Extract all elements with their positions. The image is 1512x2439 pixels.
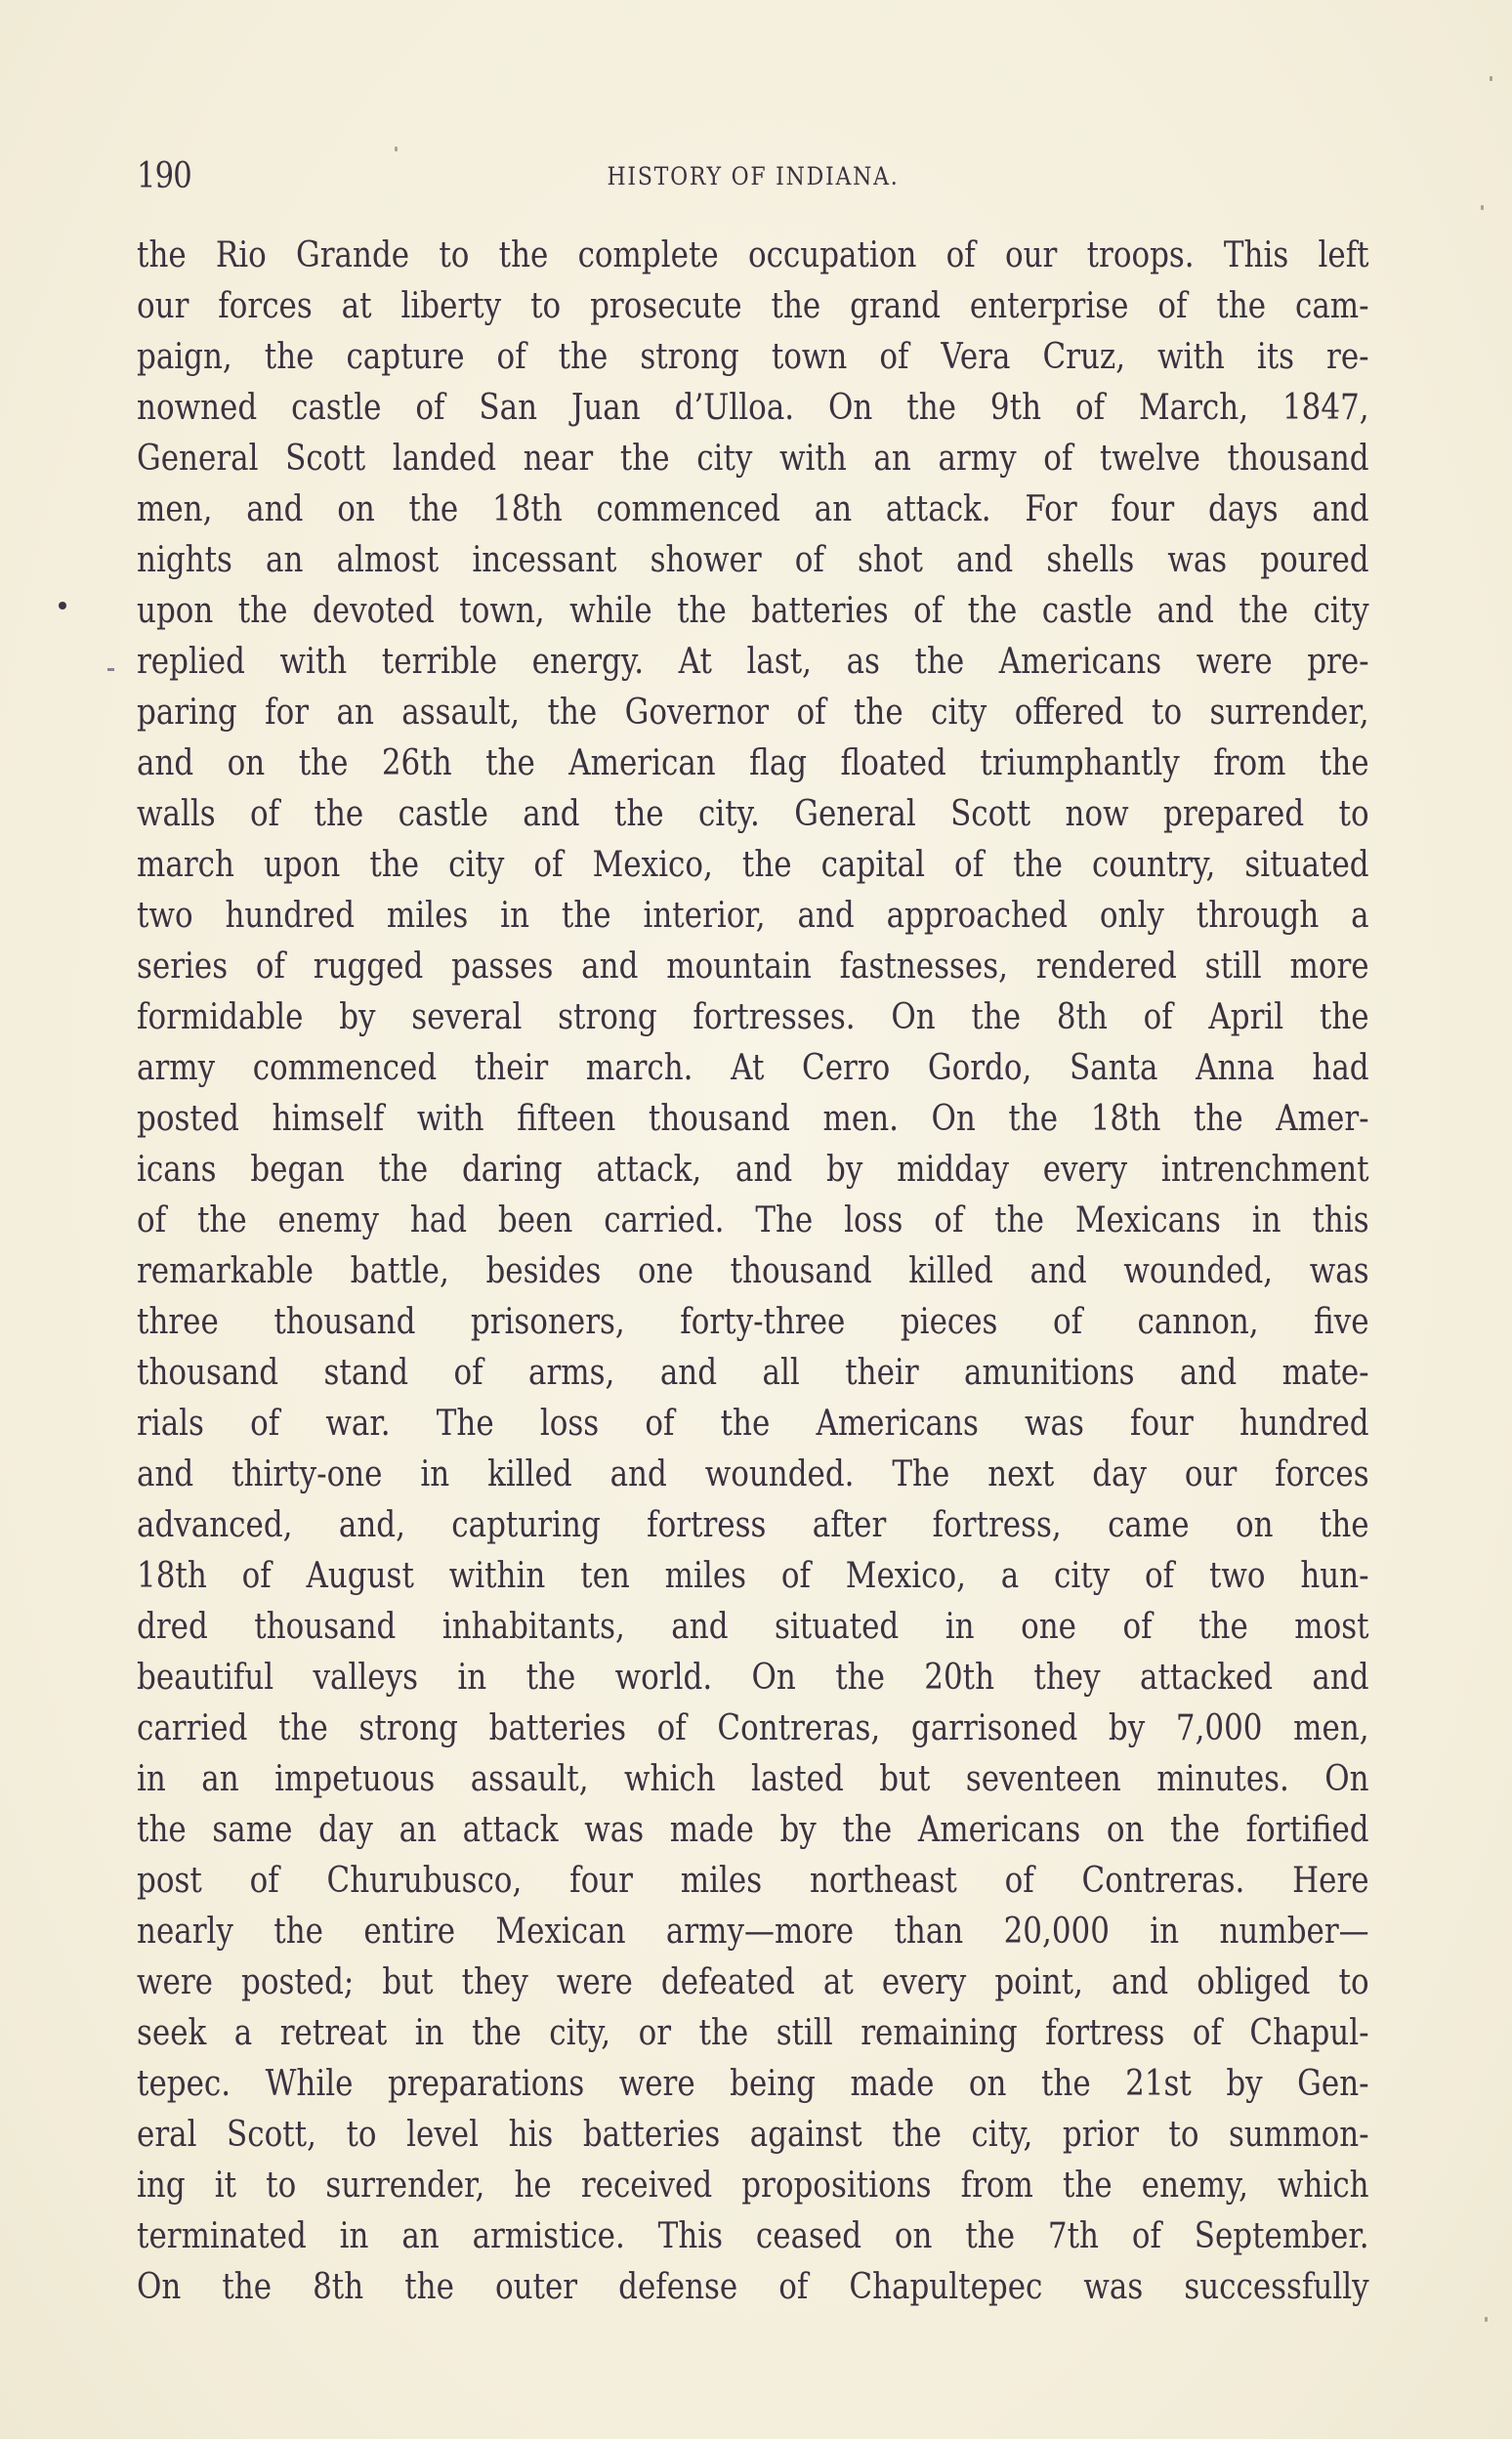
body-text (137, 231, 1369, 2313)
text-line: On the 8th the outer defense of Chapultepec was successfully (137, 2267, 1369, 2307)
text-line: terminated in an armistice. This ceased on the 7th of September. (137, 2216, 1369, 2256)
paper-speck (1490, 76, 1492, 81)
running-head (137, 156, 1369, 199)
text-line: our forces at liberty to prosecute the grand enterprise of the cam- (137, 286, 1369, 326)
paper-speck (395, 147, 398, 151)
text-line: beautiful valleys in the world. On the 20th they attacked and (137, 1658, 1369, 1698)
text-line: march upon the city of Mexico, the capital of the country, situated (137, 845, 1369, 885)
text-line: nearly the entire Mexican army—more than 20,000 in number— (137, 1912, 1369, 1952)
paper-speck (1481, 205, 1484, 210)
text-line: nowned castle of San Juan d’Ulloa. On the 9th of March, 1847, (137, 388, 1369, 428)
text-line: seek a retreat in the city, or the still remaining fortress of Chapul- (137, 2013, 1369, 2053)
text-line: were posted; but they were defeated at every point, and obliged to (137, 1962, 1369, 2002)
text-line: series of rugged passes and mountain fastnesses, rendered still more (137, 946, 1369, 987)
text-line: the Rio Grande to the complete occupation of our troops. This left (137, 235, 1369, 275)
text-line: 18th of August within ten miles of Mexico, a city of two hun- (137, 1556, 1369, 1596)
text-line: army commenced their march. At Cerro Gordo, Santa Anna had (137, 1048, 1369, 1088)
text-line: rials of war. The loss of the Americans was four hundred (137, 1404, 1369, 1444)
text-line: men, and on the 18th commenced an attack. For four days and (137, 489, 1369, 529)
text-line: advanced, and, capturing fortress after fortress, came on the (137, 1505, 1369, 1545)
text-line: post of Churubusco, four miles northeast of Contreras. Here (137, 1861, 1369, 1901)
text-line: icans began the daring attack, and by midday every intrenchment (137, 1150, 1369, 1190)
text-line: carried the strong batteries of Contreras, garrisoned by 7,000 men, (137, 1708, 1369, 1748)
text-line: two hundred miles in the interior, and approached only through a (137, 896, 1369, 936)
text-line: paign, the capture of the strong town of Vera Cruz, with its re- (137, 337, 1369, 377)
margin-dash-mark (107, 668, 114, 671)
text-line: and thirty-one in killed and wounded. The next day our forces (137, 1454, 1369, 1494)
text-line: walls of the castle and the city. General Scott now prepared to (137, 794, 1369, 834)
text-line: General Scott landed near the city with an army of twelve thousand (137, 439, 1369, 479)
paper-speck (1485, 2317, 1488, 2322)
text-line: thousand stand of arms, and all their amunitions and mate- (137, 1353, 1369, 1393)
text-line: in an impetuous assault, which lasted but seventeen minutes. On (137, 1759, 1369, 1799)
text-line: tepec. While preparations were being made on the 21st by Gen- (137, 2064, 1369, 2104)
text-line: and on the 26th the American flag floated triumphantly from the (137, 743, 1369, 783)
text-line: nights an almost incessant shower of shot and shells was poured (137, 540, 1369, 580)
text-line: the same day an attack was made by the Americans on the fortified (137, 1810, 1369, 1850)
text-line: upon the devoted town, while the batteries of the castle and the city (137, 591, 1369, 631)
text-line: formidable by several strong fortresses. On the 8th of April the (137, 997, 1369, 1037)
page-number: 190 (137, 156, 191, 196)
text-line: replied with terrible energy. At last, as the Americans were pre- (137, 642, 1369, 682)
text-line: three thousand prisoners, forty-three pieces of cannon, five (137, 1302, 1369, 1342)
running-title: HISTORY OF INDIANA. (607, 162, 900, 190)
text-line: eral Scott, to level his batteries against the city, prior to summon- (137, 2115, 1369, 2155)
text-line: paring for an assault, the Governor of the city offered to surrender, (137, 693, 1369, 733)
text-line: of the enemy had been carried. The loss of the Mexicans in this (137, 1200, 1369, 1241)
margin-dot-mark (59, 602, 66, 610)
text-line: dred thousand inhabitants, and situated in one of the most (137, 1607, 1369, 1647)
text-line: remarkable battle, besides one thousand killed and wounded, was (137, 1251, 1369, 1291)
text-line: ing it to surrender, he received propositions from the enemy, which (137, 2166, 1369, 2206)
text-line: posted himself with fifteen thousand men. On the 18th the Amer- (137, 1099, 1369, 1139)
